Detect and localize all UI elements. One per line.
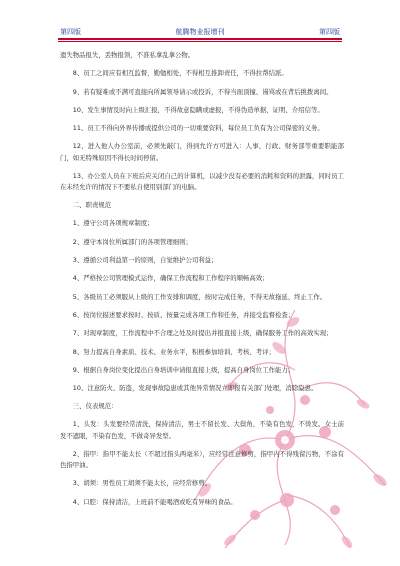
paragraph: 1、头发：头发要经常清洗，保持清洁，男士不留长发、大鬓角，不染有色发，不烫发。女士前发不遮眼，不染有色发，不做奇异发型。 xyxy=(60,420,344,440)
paragraph: 8、员工之间应有相互监督，勤勉相处，不得相互推卸责任，不得拉帮结派。 xyxy=(72,69,288,78)
paragraph: 8、努力提高自身素质、技术、业务水平，积极参加培训、考核、考评； xyxy=(72,347,275,356)
paragraph: 10、发生事情及时向上级汇报，不得故意隐瞒或虚报，不得伪造单据、证明、介绍信等。 xyxy=(72,105,324,114)
paragraph: 3、胡须：男性员工胡须不能太长，应经常修剪。 xyxy=(72,479,212,488)
paragraph: 2、遵守本岗位所属部门的各项管理细则； xyxy=(72,237,192,246)
paragraph: 6、按岗位描述要求按时、按质、按量完成各项工作和任务，并接受监督检查； xyxy=(72,310,295,319)
edition-label-right: 第四版 xyxy=(319,28,340,36)
header-rule-thin xyxy=(58,41,342,42)
paragraph: 11、员工不得向外界传播或提供公司的一切重要资料，每位员工负有为公司保密的义务。 xyxy=(72,124,324,133)
paragraph: 4、口腔：保持清洁，上班前不能喝酒或吃有异味的食品。 xyxy=(72,497,237,506)
paragraph: 遗失物品报失，丢物报领，不准私拿乱拿公物。 xyxy=(60,51,195,59)
paragraph: 9、若有疑难或不满可直接向所属领导请示或投诉，不得当面顶撞、谩骂或在背后挑拨离间。 xyxy=(72,87,333,96)
paragraph: 13、办公室人员在下班后应关闭自己的计算机，以减少没有必要的消耗和资料的泄露，同时员工在未经允许的情况下不要私自使用别部门的电脑。 xyxy=(60,171,344,192)
document-body xyxy=(60,50,344,515)
edition-label-left: 第四版 xyxy=(60,28,81,36)
paragraph: 5、各级员工必须服从上级的工作安排和调度，按时完成任务，不得无故拖延、终止工作。 xyxy=(72,292,327,301)
page-header xyxy=(0,0,400,40)
paragraph: 7、对现章制度，工作流程中不合理之处及时提出并报直接上级，确保服务工作的高效实现； xyxy=(72,329,333,338)
paragraph: 10、注意防火、防盗，发现事故隐患或其他异常情况立即报有关部门处理，消除隐患。 xyxy=(72,384,318,393)
paragraph: 1、遵守公司各项规章制度； xyxy=(72,219,154,228)
section-heading: 三、仪表规范： xyxy=(72,402,118,411)
paragraph: 12、进入他人办公室前，必须先敲门，得到允许方可进入：人事、行政、财务部等重要职能部门，如无特殊原因不得长时间停留。 xyxy=(60,142,344,162)
section-heading: 二、职责规范 xyxy=(72,201,112,210)
paragraph: 2、指甲：指甲不能太长（不超过指头两毫米），应经常注意修剪，指甲内不得残留污物，不涂有色指甲油。 xyxy=(60,449,344,470)
publication-title: 航腾物业报增刊 xyxy=(175,28,225,36)
header-rule-thick xyxy=(58,38,342,40)
paragraph: 9、根据自身岗位变化提出自身培训申请报直接上级，提高自身岗位工作能力； xyxy=(72,365,295,374)
paragraph: 3、遵循公司利益第一的原则，自觉维护公司利益； xyxy=(72,256,218,265)
paragraph: 4、严格按公司管理模式运作，确保工作流程和工作程序的顺畅高效； xyxy=(72,274,269,283)
